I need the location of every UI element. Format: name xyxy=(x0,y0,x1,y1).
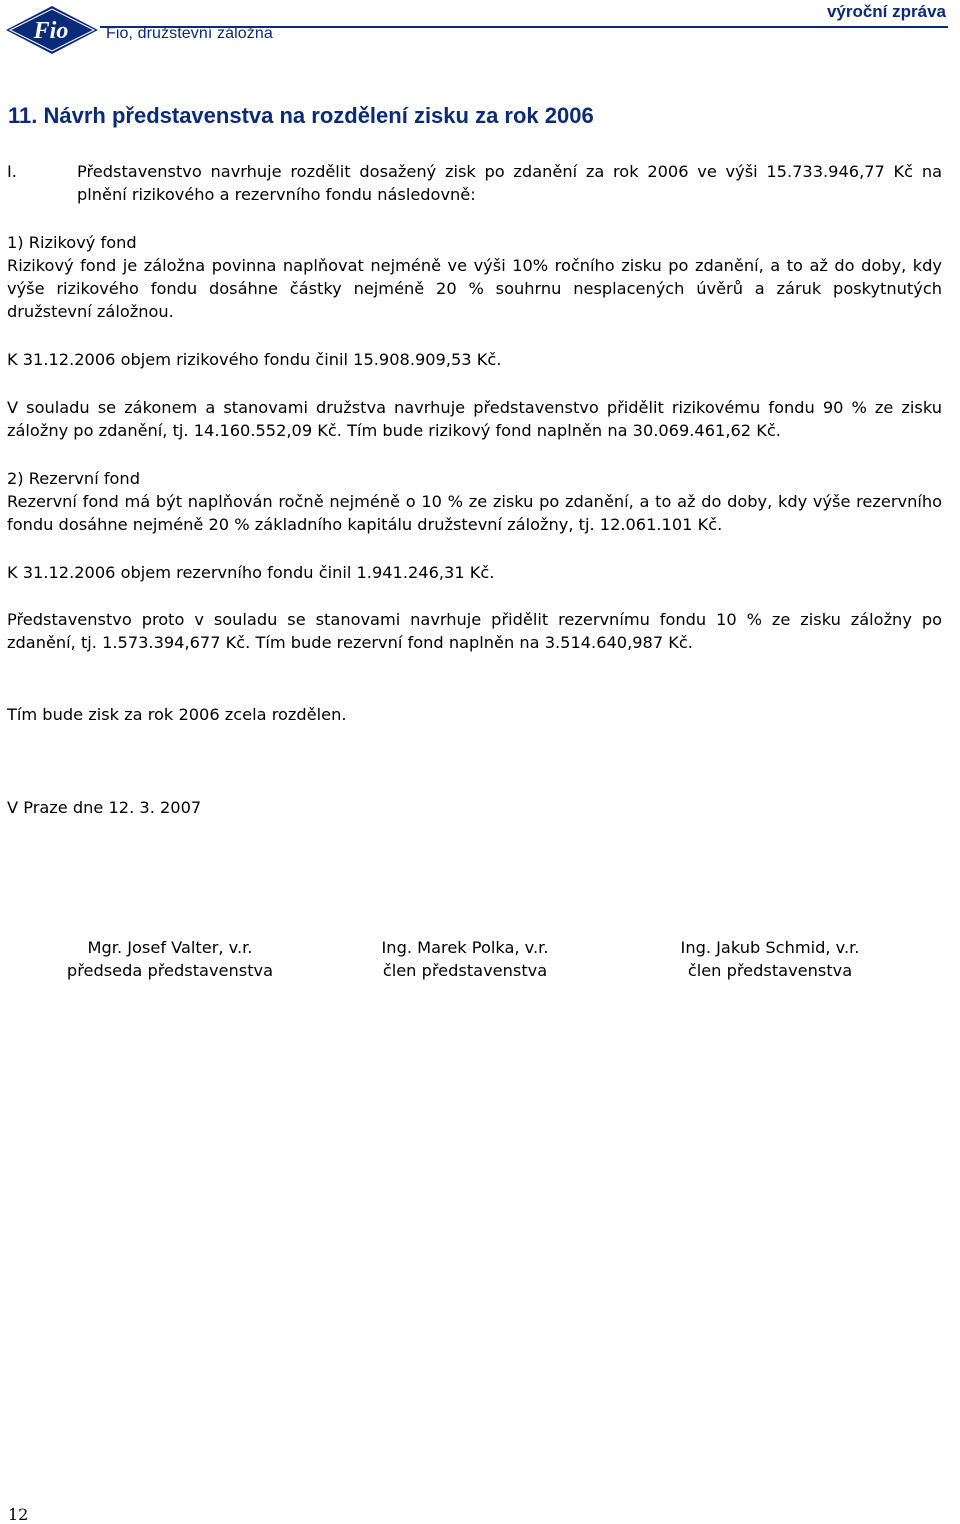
risk-fund-description: Rizikový fond je záložna povinna naplňovat nejméně ve výši 10% ročního zisku po zdanění, a to až do doby, kdy výše rizikového fondu dosáhne částky nejméně 20 % souhrnu nesplacených úvěrů a záruk poskytnutých družstevní záložnou. xyxy=(7,256,942,321)
signatory-role: člen představenstva xyxy=(687,961,853,980)
reserve-fund-heading: 2) Rezervní fond xyxy=(7,469,140,488)
company-name: Fio, družstevní záložna xyxy=(106,25,273,42)
report-title: výroční zpráva xyxy=(826,2,946,21)
signatory-name: Ing. Marek Polka, v.r. xyxy=(381,938,549,957)
section-title: 11. Návrh představenstva na rozdělení zisku za rok 2006 xyxy=(8,103,594,128)
reserve-fund-proposal: Představenstvo proto v souladu se stanovami navrhuje přidělit rezervnímu fondu 10 % ze zisku záložny po zdanění, tj. 1.573.394,677 Kč. Tím bude rezervní fond naplněn na 3.514.640,987 Kč. xyxy=(7,610,942,652)
reserve-fund-description: Rezervní fond má být naplňován ročně nejméně o 10 % ze zisku po zdanění, a to až do doby, kdy výše rezervního fondu dosáhne nejméně 20 % základního kapitálu družstevní záložny, tj. 12.061.101 Kč. xyxy=(7,492,942,534)
conclusion: Tím bude zisk za rok 2006 zcela rozdělen. xyxy=(7,705,347,724)
place-date: V Praze dne 12. 3. 2007 xyxy=(7,798,202,817)
fio-logo-icon xyxy=(4,4,100,56)
signature-block xyxy=(335,936,595,982)
signatory-name: Ing. Jakub Schmid, v.r. xyxy=(680,938,860,957)
signatory-role: předseda představenstva xyxy=(66,961,274,980)
risk-fund-proposal: V souladu se zákonem a stanovami družstva navrhuje představenstvo přidělit rizikovému fondu 90 % ze zisku záložny po zdanění, tj. 14.160.552,09 Kč. Tím bude rizikový fond naplněn na 30.069.461,62 Kč. xyxy=(7,398,942,440)
intro-text: Představenstvo navrhuje rozdělit dosažený zisk po zdanění za rok 2006 ve výši 15.733.946,77 Kč na plnění rizikového a rezervního fondu následovně: xyxy=(77,162,942,204)
page-header xyxy=(0,0,960,60)
signature-block xyxy=(40,936,300,982)
page-number: 12 xyxy=(8,1505,29,1524)
reserve-fund-balance: K 31.12.2006 objem rezervního fondu činil 1.941.246,31 Kč. xyxy=(7,563,495,582)
signatory-name: Mgr. Josef Valter, v.r. xyxy=(87,938,253,957)
risk-fund-balance: K 31.12.2006 objem rizikového fondu činil 15.908.909,53 Kč. xyxy=(7,350,502,369)
risk-fund-heading: 1) Rizikový fond xyxy=(7,233,137,252)
logo-text: Fio xyxy=(33,18,69,44)
signatory-role: člen představenstva xyxy=(382,961,548,980)
signature-block xyxy=(640,936,900,982)
intro-number: I. xyxy=(7,162,17,181)
